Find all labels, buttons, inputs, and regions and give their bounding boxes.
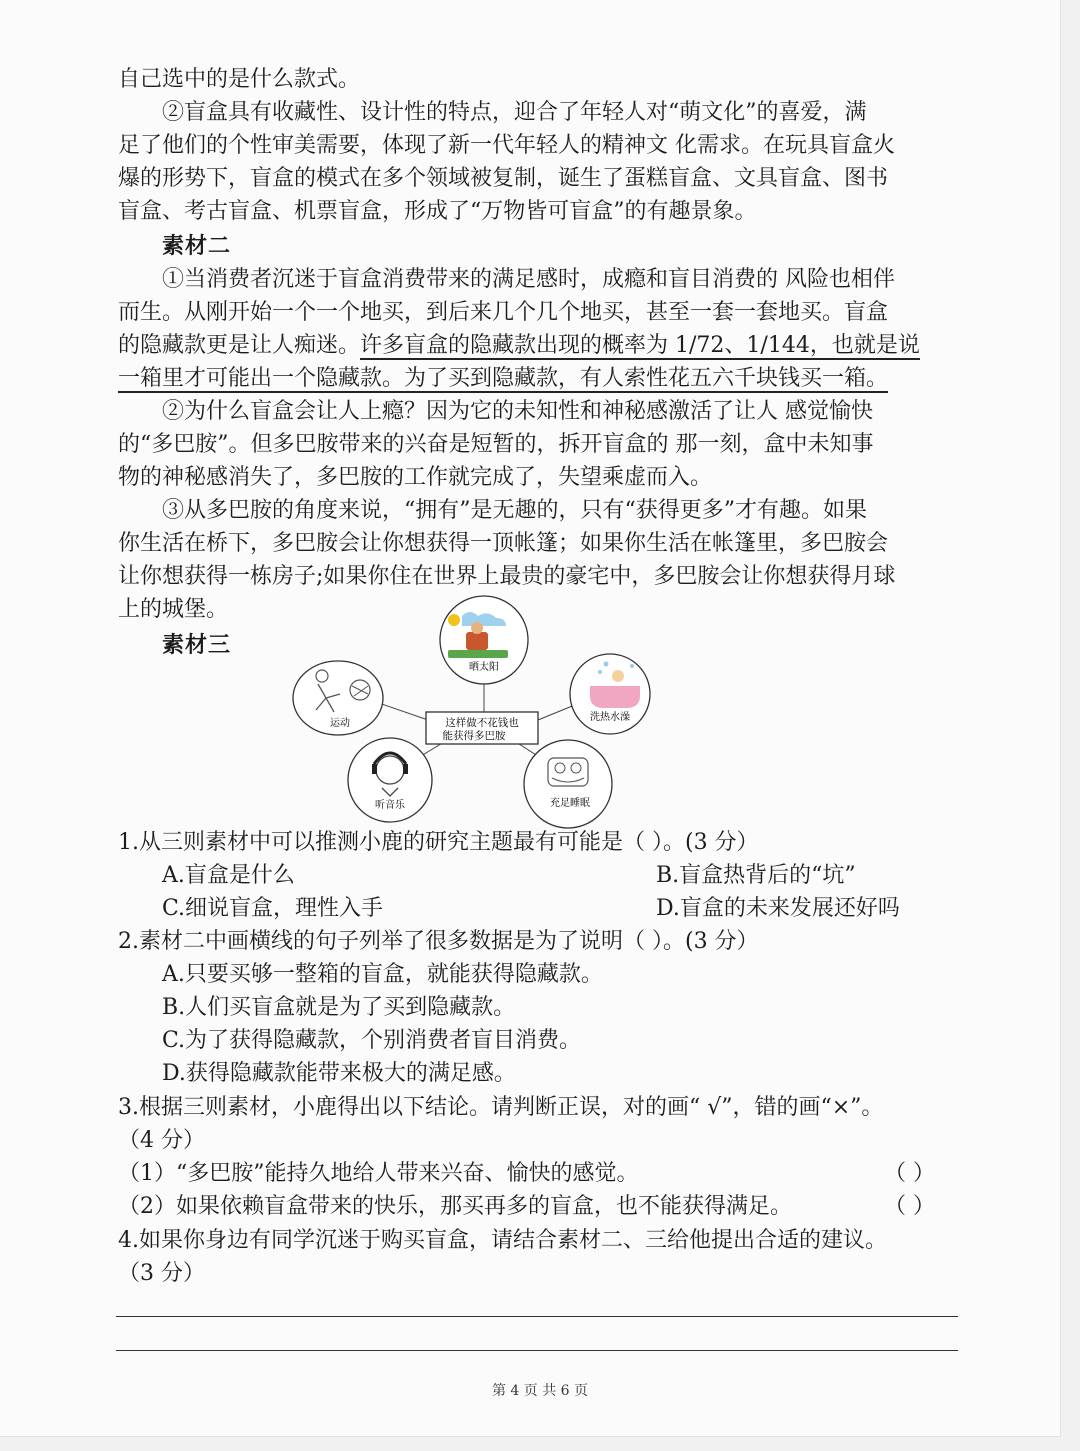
text-line: 爆的形势下，盲盒的模式在多个领域被复制，诞生了蛋糕盲盒、文具盲盒、图书 <box>118 166 889 191</box>
text-line: 而生。从刚开始一个一个地买，到后来几个几个地买，甚至一套一套地买。盲盒 <box>118 300 889 325</box>
node-bath <box>570 654 650 734</box>
section-heading: 素材三 <box>162 632 232 658</box>
statement-2: （2）如果依赖盲盒带来的快乐，那买再多的盲盒，也不能获得满足。 <box>118 1194 792 1219</box>
text-line: 你生活在桥下，多巴胺会让你想获得一顶帐篷；如果你生活在帐篷里，多巴胺会 <box>118 531 889 556</box>
answer-line[interactable] <box>116 1350 958 1351</box>
text-line: 让你想获得一栋房子;如果你住在世界上最贵的豪宅中，多巴胺会让你想获得月球 <box>118 564 896 589</box>
answer-blank-2[interactable]: （ ） <box>884 1194 935 1219</box>
text-line: 盲盒、考古盲盒、机票盲盒，形成了“万物皆可盲盒”的有趣景象。 <box>118 199 757 224</box>
text-line <box>118 365 888 393</box>
text-line <box>118 332 920 360</box>
question-stem: 2.素材二中画横线的句子列举了很多数据是为了说明（ ）。(3 分） <box>118 929 759 954</box>
text-line: 足了他们的个性审美需要，体现了新一代年轻人的精神文 化需求。在玩具盲盒火 <box>118 133 895 158</box>
page-number: 第 4 页 共 6 页 <box>491 1383 589 1399</box>
text-line: ②盲盒具有收藏性、设计性的特点，迎合了年轻人对“萌文化”的喜爱，满 <box>162 100 867 125</box>
node-sleep <box>524 740 612 828</box>
dopamine-diagram <box>288 602 630 828</box>
text-line: ③从多巴胺的角度来说，“拥有”是无趣的，只有“获得更多”才有趣。如果 <box>162 498 867 523</box>
question-stem: 3.根据三则素材，小鹿得出以下结论。请判断正误，对的画“ √”，错的画“×”。 <box>118 1095 884 1120</box>
question-stem: 1.从三则素材中可以推测小鹿的研究主题最有可能是（ ）。(3 分） <box>118 830 759 855</box>
text-line: 的“多巴胺”。但多巴胺带来的兴奋是短暂的，拆开盲盒的 那一刻，盒中未知事 <box>118 432 874 457</box>
answer-line[interactable] <box>116 1316 958 1317</box>
text-line: ①当消费者沉迷于盲盒消费带来的满足感时，成瘾和盲目消费的 风险也相伴 <box>162 267 895 292</box>
option-d[interactable]: D.获得隐藏款能带来极大的满足感。 <box>162 1061 516 1086</box>
option-b[interactable]: B.人们买盲盒就是为了买到隐藏款。 <box>162 995 516 1020</box>
underlined-sentence: 许多盲盒的隐藏款出现的概率为 1/72、1/144，也就是说 <box>360 333 920 358</box>
node-label: 听音乐 <box>375 800 405 811</box>
option-c[interactable]: C.为了获得隐藏款，个别消费者盲目消费。 <box>162 1028 582 1053</box>
text-line: 物的神秘感消失了，多巴胺的工作就完成了，失望乘虚而入。 <box>118 465 713 490</box>
option-d[interactable]: D.盲盒的未来发展还好吗 <box>656 896 900 921</box>
underlined-sentence: 一箱里才可能出一个隐藏款。为了买到隐藏款，有人索性花五六千块钱买一箱。 <box>118 366 889 391</box>
center-label-line2: 能获得多巴胺 <box>442 730 506 742</box>
text-segment: 的隐藏款更是让人痴迷。 <box>118 333 361 358</box>
sun-icon <box>448 614 460 626</box>
answer-blank-1[interactable]: （ ） <box>884 1161 935 1186</box>
text-line: 自己选中的是什么款式。 <box>118 67 361 92</box>
statement-1: （1）“多巴胺”能持久地给人带来兴奋、愉快的感觉。 <box>118 1161 639 1186</box>
bathtub-icon <box>590 686 640 708</box>
node-sport <box>293 661 383 735</box>
text-line: ②为什么盲盒会让人上瘾？因为它的未知性和神秘感激活了让人 感觉愉快 <box>162 399 873 424</box>
node-music <box>348 738 432 822</box>
node-label: 运动 <box>330 718 350 729</box>
option-a[interactable]: A.盲盒是什么 <box>162 863 295 888</box>
section-heading: 素材二 <box>162 233 232 259</box>
option-a[interactable]: A.只要买够一整箱的盲盒，就能获得隐藏款。 <box>162 962 603 987</box>
question-score: （3 分） <box>118 1261 205 1286</box>
center-label-line1: 这样做不花钱也 <box>445 717 519 729</box>
text-line: 上的城堡。 <box>118 597 229 622</box>
question-score: （4 分） <box>118 1128 205 1153</box>
question-stem: 4.如果你身边有同学沉迷于购买盲盒，请结合素材二、三给他提出合适的建议。 <box>118 1228 887 1253</box>
node-label: 充足睡眠 <box>550 798 590 809</box>
node-label: 晒太阳 <box>469 662 499 673</box>
option-b[interactable]: B.盲盒热背后的“坑” <box>656 863 856 888</box>
node-label: 洗热水澡 <box>590 712 630 723</box>
person-icon <box>466 632 488 650</box>
option-c[interactable]: C.细说盲盒，理性入手 <box>162 896 384 921</box>
node-sun <box>440 596 528 684</box>
